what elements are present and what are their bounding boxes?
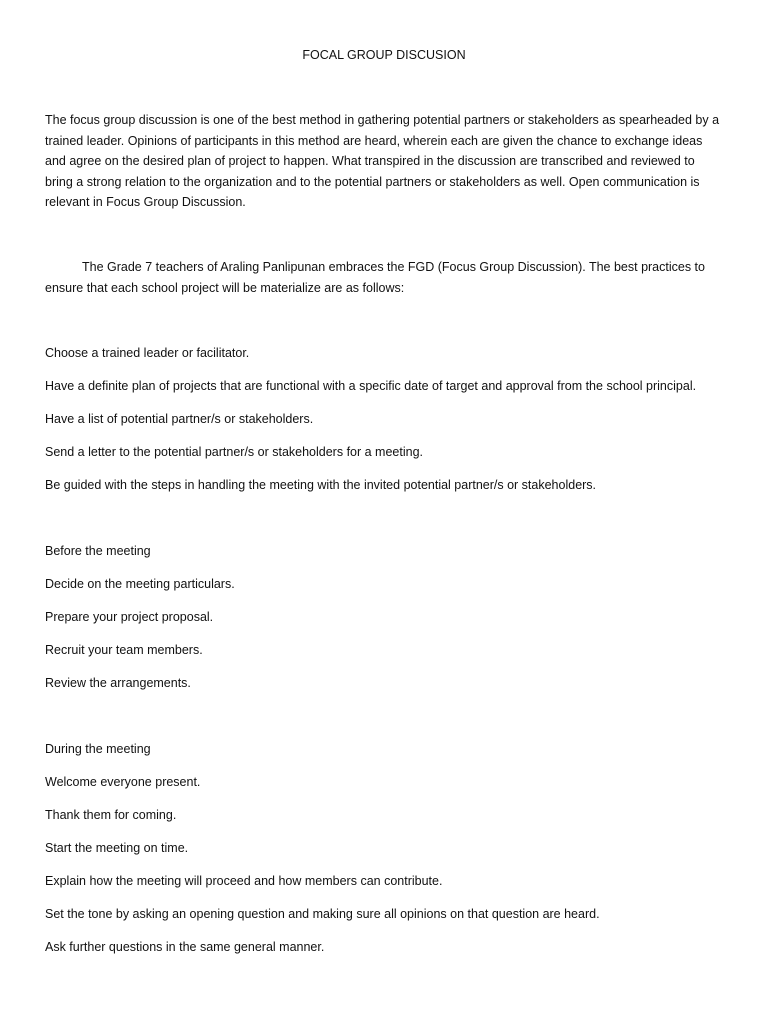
during-meeting-item: Start the meeting on time.	[45, 841, 189, 855]
before-meeting-item: Recruit your team members.	[45, 643, 203, 657]
during-meeting-item: Set the tone by asking an opening question and making sure all opinions on that question are heard.	[45, 907, 600, 921]
before-meeting-heading: Before the meeting	[45, 544, 151, 558]
practice-item: Be guided with the steps in handling the meeting with the invited potential partner/s or stakeholders.	[45, 478, 597, 492]
intro-paragraph: The focus group discussion is one of the best method in gathering potential partners or stakeholders as spearheaded by a trained leader. Opinions of participants in this method are heard, wherein each are given the chance to exchange ideas and agree on the desired plan of project to happen. What transpired in the discussion are transcribed and reviewed to bring a strong relation to the organization and to the potential partners or stakeholders as well. Open communication is relevant in Focus Group Discussion.	[45, 113, 720, 209]
during-meeting-heading: During the meeting	[45, 742, 151, 756]
during-meeting-item: Welcome everyone present.	[45, 775, 201, 789]
before-meeting-item: Decide on the meeting particulars.	[45, 577, 235, 591]
during-meeting-item: Ask further questions in the same general manner.	[45, 940, 325, 954]
before-meeting-item: Prepare your project proposal.	[45, 610, 214, 624]
lead-paragraph: The Grade 7 teachers of Araling Panlipunan embraces the FGD (Focus Group Discussion). The best practices to ensure that each school project will be materialize are as follows:	[45, 260, 705, 295]
practice-item: Have a definite plan of projects that are functional with a specific date of target and approval from the school principal.	[45, 379, 697, 393]
during-meeting-item: Thank them for coming.	[45, 808, 177, 822]
before-meeting-item: Review the arrangements.	[45, 676, 191, 690]
practice-item: Have a list of potential partner/s or stakeholders.	[45, 412, 314, 426]
during-meeting-item: Explain how the meeting will proceed and how members can contribute.	[45, 874, 443, 888]
practice-item: Choose a trained leader or facilitator.	[45, 346, 250, 360]
practice-item: Send a letter to the potential partner/s or stakeholders for a meeting.	[45, 445, 423, 459]
document-title: FOCAL GROUP DISCUSION	[302, 48, 466, 62]
